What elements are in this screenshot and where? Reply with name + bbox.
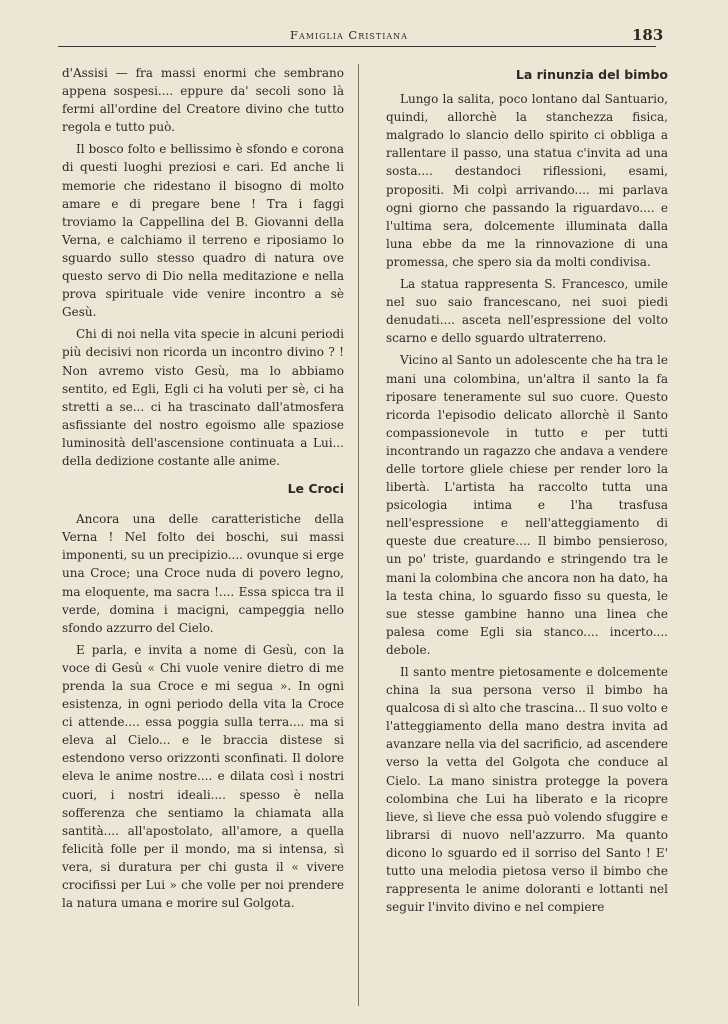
paragraph: Lungo la salita, poco lontano dal Santuario, quindi, allorchè la stanchezza fisica, malgrado lo slancio dello spirito ci obbliga a rallentare il passo, una statua c'invita ad una sosta.... destandoci riflessioni, esami, propositi. Mi colpì arrivando.... mi parlava ogni giorno che passando la riguardavo.... e l'ultima sera, dolcemente illuminata dalla luna ebbe da me la rinnovazione di una promessa, che spero sia da molti condivisa. [386, 92, 668, 269]
running-title: Famiglia Cristiana [290, 28, 408, 42]
paragraph: Ancora una delle caratteristiche della Verna ! Nel folto dei boschi, sui massi imponenti, su un precipizio.... ovunque si erge una Croce; una Croce nuda di povero legno, ma eloquente, ma sacra !.... Essa spicca tra il verde, domina i macigni, campeggia nello sfondo azzurro del Cielo. [62, 512, 345, 635]
paragraph: d'Assisi — fra massi enormi che sembrano appena sospesi.... eppure da' secoli sono là fermi all'ordine del Creatore divino che tutto regola e tutto può. [62, 66, 344, 135]
paragraph: Vicino al Santo un adolescente che ha tra le mani una colombina, un'altra il santo la fa riposare teneramente sul suo cuore. Questo ricorda l'episodio delicato allorchè il Santo compassionevole in tutto e per tutti incontrando un ragazzo che andava a vendere delle tortore gliele chiese per render loro la libertà. L'artista ha raccolto tutta una psicologia intima e l'ha trasfusa nell'espressione e nell'atteggiamento di queste due creature.... Il bimbo pensieroso, un po' triste, guardando e stringendo tra le mani la colombina che ancora non ha dato, ha la testa china, lo sguardo fisso su questa, le sue stesse gambine hanno una linea che palesa come Egli sia stanco.... incerto.... debole. [386, 353, 668, 657]
paragraph: Il bosco folto e bellissimo è sfondo e corona di questi luoghi preziosi e cari. Ed anche li memorie che ridestano il bisogno di molto amare e di pregare bene ! Tra i faggi troviamo la Cappellina del B. Giovanni della Verna, e calchiamo il terreno e riposiamo lo sguardo sullo stesso quadro di natura ove questo servo di Dio nella meditazione e nella prova spirituale vide venire incontro a sè Gesù. [62, 142, 344, 320]
section-heading-la-rinunzia-del-bimbo: La rinunzia del bimbo [515, 67, 668, 82]
paragraph: E parla, e invita a nome di Gesù, con la voce di Gesù « Chi vuole venire dietro di me prenda la sua Croce e mi segua ». In ogni esistenza, in ogni periodo della vita la Croce ci attende.... essa poggia sulla terra.... ma si eleva al Cielo... e le braccia distese si estendono verso orizzonti sconfinati. Il dolore eleva le anime nostre.... e dilata così i nostri cuori, i nostri ideali.... spesso è nella sofferenza che sentiamo la chiamata alla santità.... all'apostolato, all'amore, a quella felicità folle per il mondo, ma si intensa, sì vera, si duratura per chi gusta il « vivere crocifissi per Lui » che volle per noi prendere la natura umana e morire sul Golgota. [62, 642, 344, 911]
page-number: 183 [632, 26, 664, 44]
header-rule [58, 46, 656, 47]
section-heading-le-croci: Le Croci [287, 481, 344, 497]
page-header [0, 0, 728, 48]
paragraph: Il santo mentre pietosamente e dolcemente china la sua persona verso il bimbo ha qualcosa di sì alto che trascina... Il suo volto e l'atteggiamento della mano destra invita ad avanzare nella via del sacrificio, ad ascendere verso la vetta del Golgota che conduce al Cielo. La mano sinistra protegge la povera colombina che Lui ha liberato e la ricopre lieve, sì lieve che essa può volendo sfuggire e librarsi di nuovo nell'azzurro. Ma quanto dicono lo sguardo ed il sorriso del Santo ! E' tutto una melodia pietosa verso il bimbo che rappresenta le anime doloranti e lottanti nel seguir l'invito divino e nel compiere [386, 665, 668, 915]
paragraph: Chi di noi nella vita specie in alcuni periodi più decisivi non ricorda un incontro divino ? ! Non avremo visto Gesù, ma lo abbiamo sentito, ed Egli, Egli ci ha voluti per sè, ci ha stretti a se... ci ha trascinato dall'atmosfera asfissiante del nostro egoismo alle spaziose luminosità dell'ascensione continuata a Lui... della dedizione costante alle anime. [62, 327, 344, 468]
right-column [386, 64, 668, 920]
column-divider [358, 64, 359, 1006]
paragraph: La statua rappresenta S. Francesco, umile nel suo saio francescano, nei suoi piedi denudati.... asceta nell'espressione del volto scarno e dello sguardo ultraterreno. [386, 277, 668, 346]
left-column [62, 64, 344, 916]
